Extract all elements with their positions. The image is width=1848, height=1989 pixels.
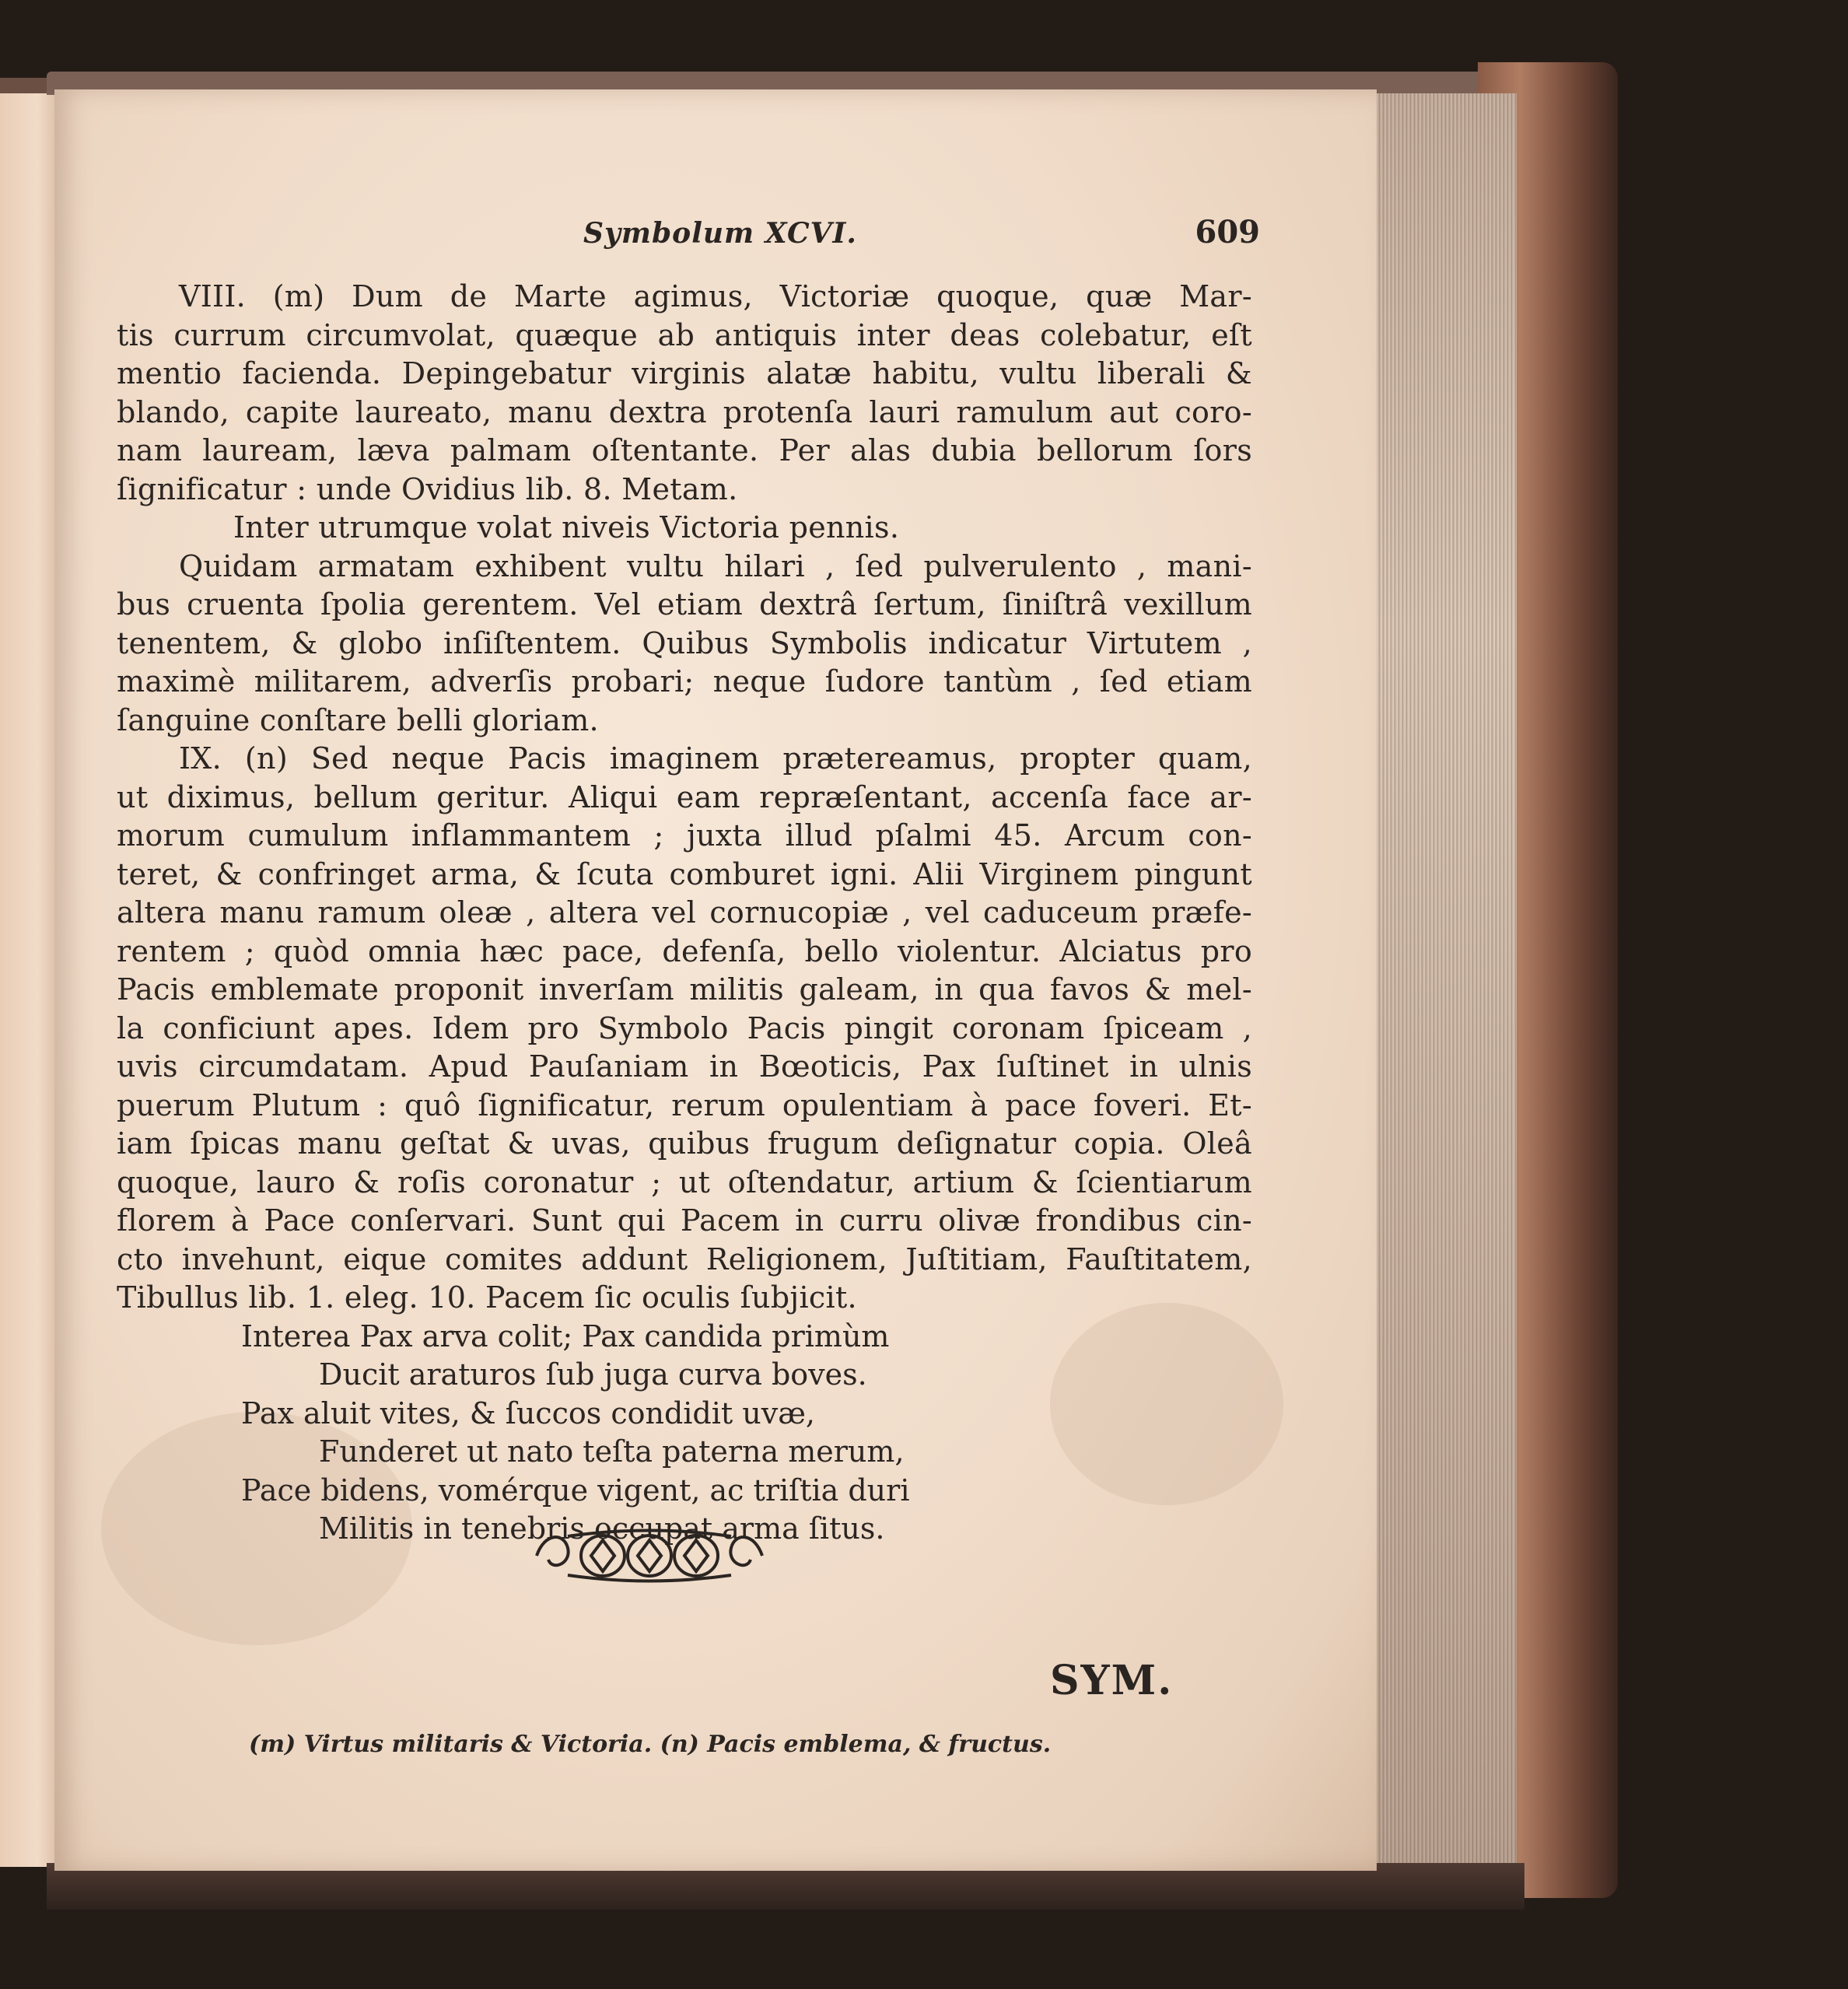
text-line: rentem ; quòd omnia hæc pace, defenſa, bello violentur. Alciatus pro: [117, 933, 1252, 968]
running-head: [117, 214, 1260, 261]
text-line: quoque, lauro & roſis coronatur ; ut oſtendatur, artium & ſcientiarum: [117, 1164, 1252, 1199]
text-line: nam lauream, læva palmam oſtentante. Per alas dubia bellorum ſors: [117, 433, 1252, 467]
page-number: 609: [1195, 214, 1260, 250]
text-line: ſignificatur : unde Ovidius lib. 8. Metam.: [117, 471, 738, 506]
text-line: VIII. (m) Dum de Marte agimus, Victoriæ quoque, quæ Mar-: [179, 279, 1252, 313]
verse-line: Interea Pax arva colit; Pax candida primùm: [241, 1318, 890, 1353]
text-line: altera manu ramum oleæ , altera vel cornucopiæ , vel caduceum præfe-: [117, 895, 1252, 930]
verse-quote: Inter utrumque volat niveis Victoria pennis.: [233, 510, 900, 545]
verse-line: Funderet ut nato teſta paterna merum,: [319, 1434, 905, 1469]
text-line: Quidam armatam exhibent vultu hilari , ſed pulverulento , mani-: [179, 548, 1252, 583]
text-line: uvis circumdatam. Apud Pauſaniam in Bœoticis, Pax ſuſtinet in ulnis: [117, 1049, 1252, 1084]
running-title: Symbolum XCVI.: [583, 217, 857, 250]
verse-line: Militis in tenebris occupat arma ſitus.: [319, 1511, 885, 1546]
text-line: teret, & confringet arma, & ſcuta comburet igni. Alii Virginem pingunt: [117, 856, 1252, 891]
text-line: morum cumulum inflammantem ; juxta illud pſalmi 45. Arcum con-: [117, 818, 1252, 853]
text-line: la conficiunt apes. Idem pro Symbolo Pacis pingit coronam ſpiceam ,: [117, 1010, 1252, 1045]
text-line: maximè militarem, adverſis probari; neque ſudore tantùm , ſed etiam: [117, 664, 1252, 699]
verse-line: Pace bidens, vomérque vigent, ac triſtia duri: [241, 1472, 910, 1508]
book-page: [54, 89, 1377, 1871]
left-facing-page: [0, 93, 62, 1867]
text-line: iam ſpicas manu geſtat & uvas, quibus frugum deſignatur copia. Oleâ: [117, 1126, 1252, 1161]
text-line: Tibullus lib. 1. eleg. 10. Pacem ſic oculis ſubjicit.: [117, 1280, 857, 1315]
text-line: puerum Plutum : quô ſignificatur, rerum opulentiam à pace foveri. Et-: [117, 1087, 1252, 1122]
catchword: SYM.: [1050, 1657, 1174, 1704]
text-line: bus cruenta ſpolia gerentem. Vel etiam dextrâ ſertum, ſiniſtrâ vexillum: [117, 587, 1252, 622]
paragraph-quidam: [117, 548, 1252, 741]
paragraph-viii: [117, 278, 1252, 509]
text-line: tis currum circumvolat, quæque ab antiquis inter deas colebatur, eſt: [117, 317, 1252, 352]
text-line: florem à Pace conſervari. Sunt qui Pacem in curru olivæ frondibus cin-: [117, 1203, 1252, 1238]
text-line: tenentem, & globo inſiſtentem. Quibus Symbolis indicatur Virtutem ,: [117, 625, 1252, 660]
paragraph-ix: [117, 740, 1252, 1318]
text-line: mentio facienda. Depingebatur virginis alatæ habitu, vultu liberali &: [117, 356, 1252, 390]
page-edges: [1369, 93, 1517, 1882]
text-line: IX. (n) Sed neque Pacis imaginem prætereamus, propter quam,: [179, 741, 1252, 776]
text-line: ſanguine conſtare belli gloriam.: [117, 702, 599, 737]
footnote: (m) Virtus militaris & Victoria. (n) Pacis emblema, & fructus.: [249, 1731, 1052, 1758]
text-line: blando, capite laureato, manu dextra protenſa lauri ramulum aut coro-: [117, 394, 1252, 429]
ornament-icon: [529, 1525, 770, 1587]
verse-line: Pax aluit vites, & ſuccos condidit uvæ,: [241, 1395, 815, 1430]
tibullus-verses: [117, 1318, 1252, 1549]
verse-line: Ducit araturos ſub juga curva boves.: [319, 1357, 867, 1392]
text-line: cto invehunt, eique comites addunt Religionem, Juſtitiam, Fauſtitatem,: [117, 1241, 1252, 1276]
page-text: [117, 214, 1260, 1549]
text-line: Pacis emblemate proponit inverſam militis galeam, in qua favos & mel-: [117, 972, 1252, 1007]
text-line: ut diximus, bellum geritur. Aliqui eam repræſentant, accenſa face ar-: [117, 779, 1252, 814]
